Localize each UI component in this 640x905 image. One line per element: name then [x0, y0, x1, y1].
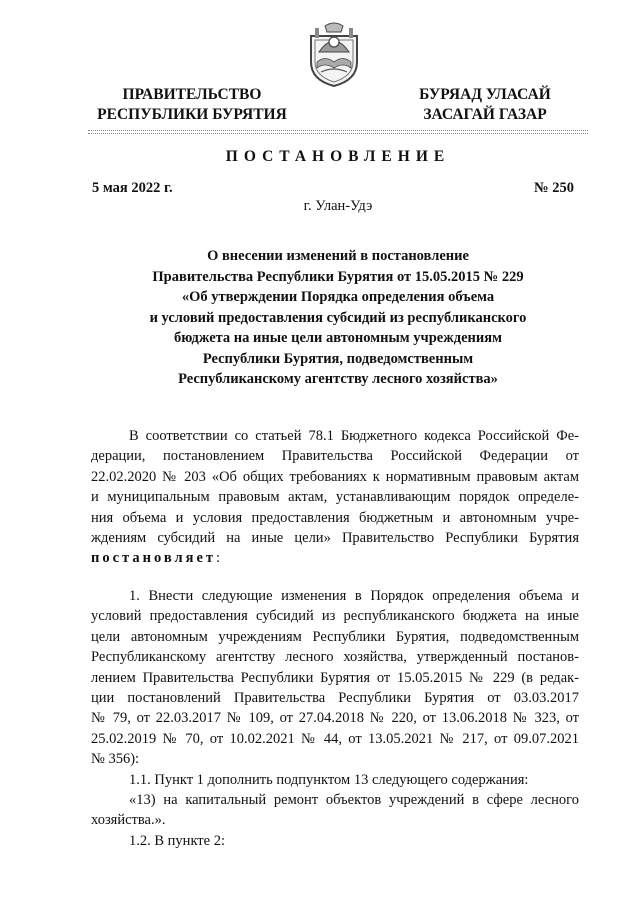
decree-colon: : [216, 550, 221, 567]
text-line: ции постановлений Правительства Республики Бурятия от 03.03.2017 [91, 689, 579, 706]
header-left-line2: РЕСПУБЛИКИ БУРЯТИЯ [97, 106, 287, 123]
header-separator [88, 130, 588, 134]
subject-line: Республиканскому агентству лесного хозяйства» [178, 371, 498, 387]
document-number: № 250 [534, 180, 574, 196]
subject-line: Республики Бурятия, подведомственным [202, 350, 474, 367]
header-right-line1: БУРЯАД УЛАСАЙ [419, 86, 551, 103]
text-line: 22.02.2020 № 203 «Об общих требованиях к нормативным правовым актам [91, 468, 579, 485]
text-line: В соответствии со статьей 78.1 Бюджетного кодекса Российской Фе- [129, 428, 579, 444]
text-line: и муниципальным правовым актам, устанавливающим порядок определе- [91, 489, 579, 506]
document-city: г. Улан-Удэ [303, 198, 373, 214]
text-line: Республиканскому агентству лесного хозяйства, утвержденный постанов- [91, 649, 579, 666]
text-line: 25.02.2019 № 70, от 10.02.2021 № 44, от 13.05.2021 № 217, от 09.07.2021 [91, 730, 579, 747]
text-line: № 356): [91, 751, 140, 768]
document-subject [88, 246, 588, 390]
decree-line [91, 548, 579, 568]
subject-line: и условий предоставления субсидий из республиканского [149, 309, 527, 326]
items-section [91, 586, 579, 851]
text-line: 1. Внести следующие изменения в Порядок определения объема и [129, 588, 579, 604]
header-left [82, 85, 302, 125]
text-line: ждениям субсидий на иные цели» Правительство Республики Бурятия [91, 529, 579, 546]
text-line: № 79, от 22.03.2017 № 109, от 27.04.2018 № 220, от 13.06.2018 № 323, от [91, 710, 579, 727]
text-line: хозяйства.». [91, 812, 166, 829]
text-line: цели автономным учреждениям Республики Бурятия, подведомственным [91, 628, 579, 645]
text-line: дерации, постановлением Правительства Российской Федерации от [91, 448, 579, 465]
document-date: 5 мая 2022 г. [92, 180, 173, 196]
header-right [390, 85, 580, 125]
text-line: условий предоставления субсидий из республиканского бюджета на иные [91, 608, 579, 625]
text-line: ния объема и условия предоставления бюджетным и автономным учре- [91, 509, 579, 526]
coat-of-arms-icon [305, 22, 363, 88]
subject-line: О внесении изменений в постановление [207, 248, 469, 264]
text-line: «13) на капитальный ремонт объектов учреждений в сфере лесного [129, 791, 579, 808]
preamble-paragraph [91, 426, 579, 569]
document-type: ПОСТАНОВЛЕНИЕ [225, 148, 451, 165]
text-line: лением Правительства Республики Бурятия от 15.05.2015 № 229 (в редак- [91, 669, 579, 686]
text-line: 1.1. Пункт 1 дополнить подпунктом 13 следующего содержания: [129, 771, 529, 788]
subject-line: Правительства Республики Бурятия от 15.05.2015 № 229 [152, 268, 524, 285]
decree-word: постановляет [91, 550, 217, 567]
header-right-line2: ЗАСАГАЙ ГАЗАР [423, 106, 547, 123]
subject-line: «Об утверждении Порядка определения объема [181, 289, 495, 305]
text-line: 1.2. В пункте 2: [129, 832, 225, 849]
subject-line: бюджета на иные цели автономным учреждениям [174, 330, 502, 346]
header-left-line1: ПРАВИТЕЛЬСТВО [122, 86, 262, 103]
